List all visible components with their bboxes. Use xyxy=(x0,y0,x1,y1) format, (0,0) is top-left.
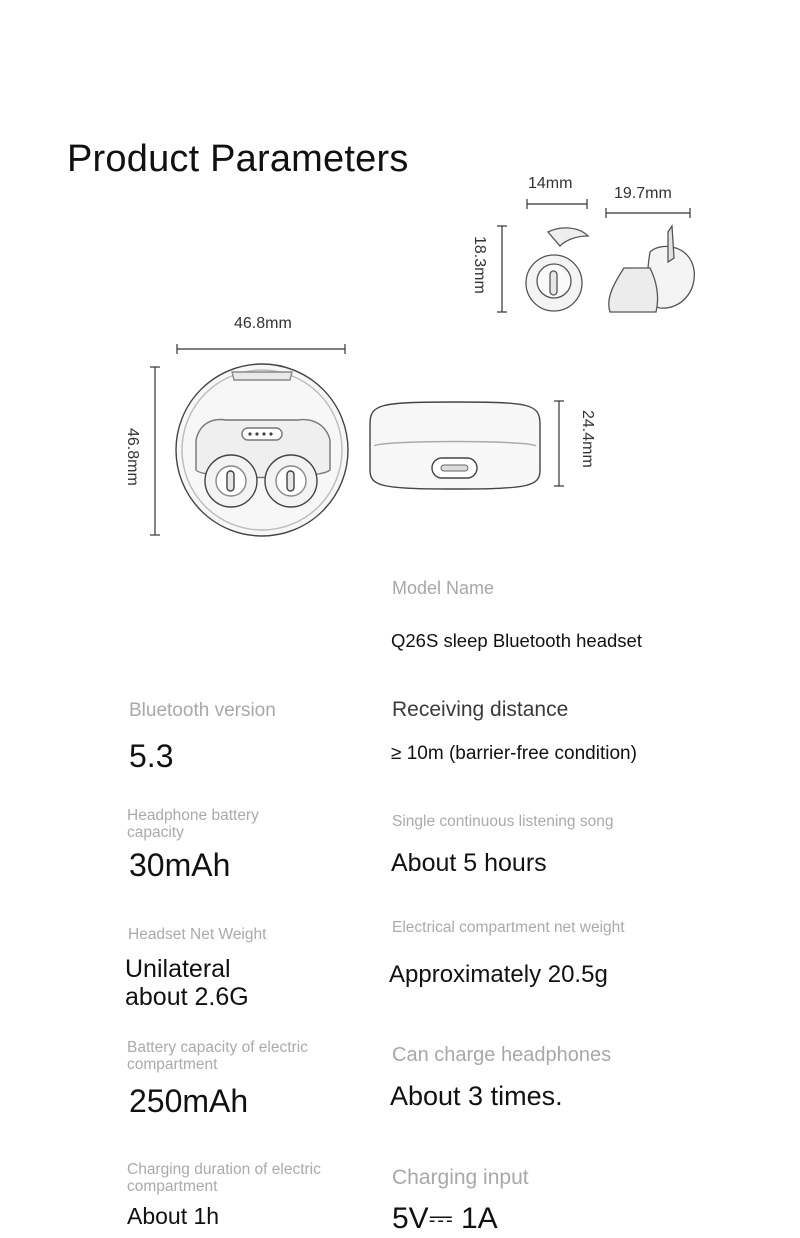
case-height-label: 46.8mm xyxy=(124,428,141,486)
case-thickness-label: 24.4mm xyxy=(579,410,596,468)
compartment-battery-label: Battery capacity of electric compartment xyxy=(127,1039,308,1073)
listening-time-label: Single continuous listening song xyxy=(392,813,614,830)
case-width-label: 46.8mm xyxy=(234,315,292,332)
charging-input-label: Charging input xyxy=(392,1166,529,1189)
bluetooth-version-value: 5.3 xyxy=(129,738,174,774)
receiving-distance-value: ≥ 10m (barrier-free condition) xyxy=(391,743,637,764)
page-title: Product Parameters xyxy=(67,138,409,180)
earbud-height-label: 18.3mm xyxy=(471,236,488,294)
earbud-width-label: 14mm xyxy=(528,175,573,192)
receiving-distance-label: Receiving distance xyxy=(392,698,569,721)
charging-duration-value: About 1h xyxy=(127,1203,220,1229)
compartment-weight-label: Electrical compartment net weight xyxy=(392,919,625,936)
charging-duration-label: Charging duration of electric compartment xyxy=(127,1161,321,1195)
charge-times-label: Can charge headphones xyxy=(392,1044,612,1066)
model-name-label: Model Name xyxy=(392,578,495,598)
headphone-battery-value: 30mAh xyxy=(129,847,231,883)
headset-weight-label: Headset Net Weight xyxy=(128,926,267,943)
headphone-battery-label: Headphone battery capacity xyxy=(127,807,259,841)
bluetooth-version-label: Bluetooth version xyxy=(129,700,276,721)
charge-times-value: About 3 times. xyxy=(390,1081,563,1111)
headset-weight-value-line2: about 2.6G xyxy=(125,983,249,1011)
compartment-battery-value: 250mAh xyxy=(129,1083,249,1119)
charging-input-value: 5V⎓ 1A xyxy=(392,1202,498,1235)
headset-weight-value-line1: Unilateral xyxy=(125,955,231,983)
model-name-value: Q26S sleep Bluetooth headset xyxy=(391,630,642,651)
earbud-depth-label: 19.7mm xyxy=(614,185,672,202)
listening-time-value: About 5 hours xyxy=(391,849,547,877)
compartment-weight-value: Approximately 20.5g xyxy=(389,961,608,988)
